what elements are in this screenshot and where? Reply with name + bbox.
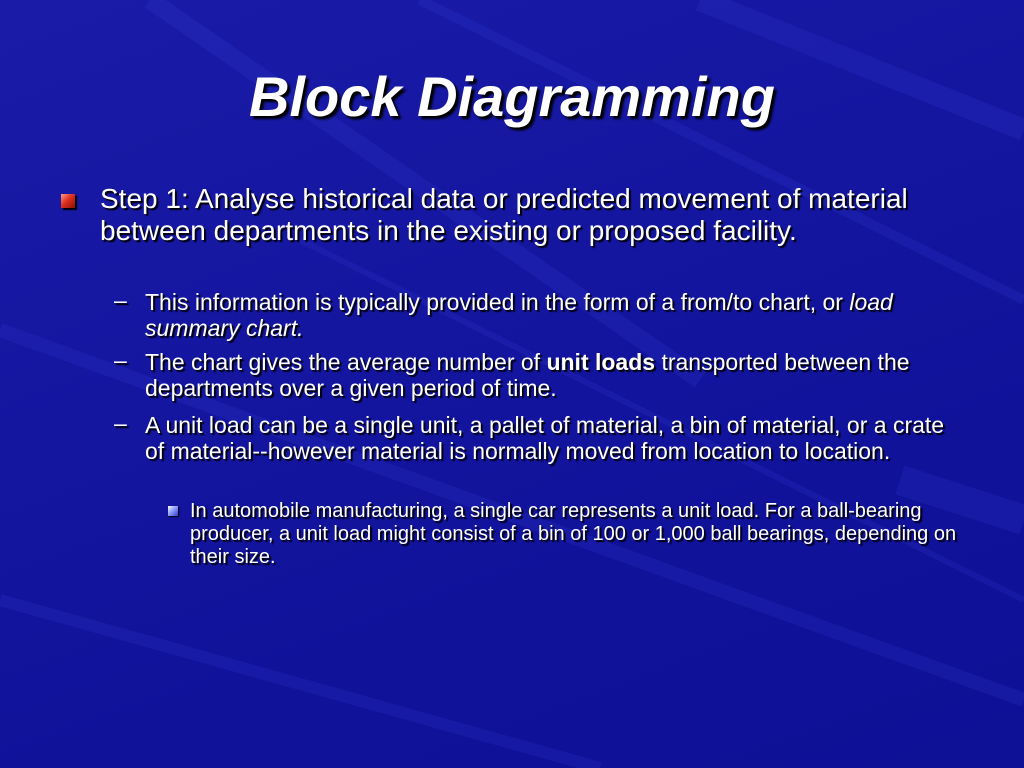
dash-bullet-icon: – — [114, 410, 127, 436]
sub-bullet-text: The chart gives the average number of — [145, 349, 547, 375]
sub-bullet-from-to-chart — [145, 289, 965, 341]
sub-bullet-text: This information is typically provided in the form of a from/to chart, or — [145, 289, 850, 315]
sub-bullet-italic-text: load summary chart. — [145, 289, 893, 341]
sub-bullet-unit-loads — [145, 349, 965, 401]
slide-title: Block Diagramming — [249, 65, 775, 128]
red-square-bullet-icon — [61, 194, 75, 208]
blue-square-bullet-icon — [168, 506, 178, 516]
sub-bullet-text: transported between the departments over a given period of time. — [145, 349, 910, 401]
dash-bullet-icon: – — [114, 287, 127, 313]
subsub-bullet-examples: In automobile manufacturing, a single car represents a unit load. For a ball-bearing producer, a unit load might consist of a bin of 100 or 1,000 ball bearings, depending on their size. — [190, 500, 957, 568]
bullet-step-1: Step 1: Analyse historical data or predicted movement of material between departments in the existing or proposed facility. — [100, 183, 908, 246]
dash-bullet-icon: – — [114, 347, 127, 373]
sub-bullet-unit-load-definition: A unit load can be a single unit, a pallet of material, a bin of material, or a crate of material--however material is normally moved from location to location. — [145, 412, 945, 464]
sub-bullet-bold-text: unit loads — [546, 349, 656, 375]
